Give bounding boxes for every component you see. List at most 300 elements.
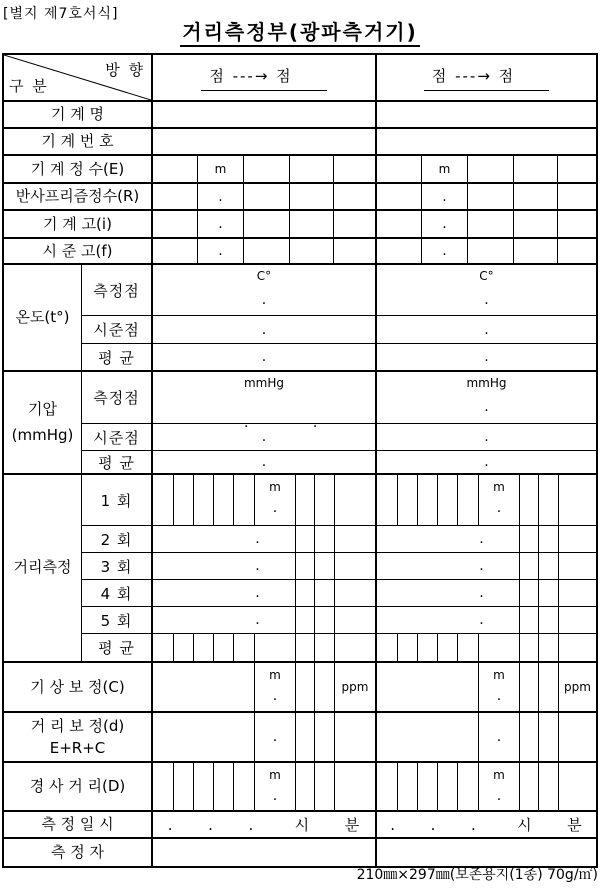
- decimal-point: .: [218, 243, 223, 259]
- digit-cell[interactable]: [315, 580, 335, 606]
- distance-round3-field-col2: [377, 553, 596, 579]
- digit-cell[interactable]: [153, 211, 198, 237]
- digit-cell[interactable]: [520, 763, 539, 810]
- distance-round3-row: [82, 553, 596, 580]
- digit-cell[interactable]: [520, 607, 539, 633]
- digit-cell[interactable]: [539, 763, 559, 810]
- distance-group: [4, 475, 596, 663]
- meter-unit: m: [493, 768, 505, 782]
- distance-round2-field-col2: [377, 526, 596, 552]
- value-cell[interactable]: [153, 663, 255, 711]
- ppm-cell[interactable]: [559, 663, 596, 711]
- temp-measure-point-row: [82, 265, 596, 316]
- digit-cell[interactable]: [377, 211, 422, 237]
- digit-cell[interactable]: [559, 634, 596, 661]
- meter-unit: m: [269, 480, 281, 494]
- digit-cell[interactable]: [398, 475, 418, 525]
- header-row: [4, 55, 596, 102]
- value-cell[interactable]: [377, 607, 520, 633]
- digit-cell[interactable]: [558, 239, 596, 263]
- machine-const-row: [4, 156, 596, 184]
- digit-cell[interactable]: [468, 239, 514, 263]
- digit-cell[interactable]: [315, 763, 335, 810]
- form-number-note: [별지 제7호서식]: [3, 6, 119, 22]
- value-cell[interactable]: [377, 580, 520, 606]
- measure-point-label: 측정점: [82, 265, 153, 315]
- distance-round4-row: [82, 580, 596, 607]
- distance-correction-label: [4, 713, 153, 761]
- decimal-point: .: [496, 729, 502, 745]
- weather-correction-row: [4, 663, 596, 713]
- digit-cell[interactable]: [244, 156, 290, 182]
- weather-correction-field-col2: [377, 663, 596, 711]
- value-cell[interactable]: [377, 526, 520, 552]
- meter-unit: m: [438, 162, 451, 176]
- decimal-point: .: [255, 531, 260, 547]
- decimal-point: .: [484, 349, 489, 365]
- meter-unit: m: [493, 480, 505, 494]
- temperature-group: [4, 265, 596, 372]
- temp-value-cell: [377, 265, 596, 315]
- digit-cell[interactable]: [315, 607, 335, 633]
- decimal-point: .: [496, 688, 502, 704]
- digit-cell[interactable]: [418, 634, 438, 661]
- instrument-height-label: 기 계 고(i): [4, 211, 153, 237]
- digit-cell[interactable]: [315, 634, 335, 661]
- digit-cell[interactable]: [377, 475, 398, 525]
- decimal-point: .: [479, 612, 484, 628]
- digit-cell[interactable]: [315, 475, 335, 525]
- weather-correction-field-col1: [153, 663, 377, 711]
- decimal-point: .: [272, 688, 278, 704]
- digit-cell[interactable]: [468, 211, 514, 237]
- slope-distance-label: 경 사 거 리(D): [4, 763, 153, 810]
- measurement-datetime-row: [4, 812, 596, 839]
- meter-unit: m: [214, 162, 227, 176]
- digit-cell[interactable]: [234, 763, 255, 810]
- temp-value-cell: [153, 265, 375, 315]
- digit-cell[interactable]: [418, 475, 438, 525]
- unit-cell[interactable]: [198, 156, 244, 182]
- pressure-value-cell: [377, 372, 596, 423]
- decimal-point: .: [442, 188, 447, 205]
- decimal-cell[interactable]: [422, 239, 468, 263]
- prism-const-field-col1: [153, 184, 377, 209]
- digit-cell[interactable]: [290, 156, 334, 182]
- category-axis-label: 구 분: [9, 77, 49, 95]
- value-cell[interactable]: [377, 713, 479, 761]
- digit-cell[interactable]: [398, 634, 418, 661]
- decimal-cell[interactable]: [198, 184, 244, 209]
- digit-cell[interactable]: [315, 663, 335, 711]
- temp-measure-field-col2[interactable]: [377, 265, 596, 315]
- machine-no-label: 기 계 번 호: [4, 129, 153, 154]
- meter-cell[interactable]: [255, 663, 296, 711]
- digit-cell[interactable]: [520, 713, 539, 761]
- decimal-point: .: [442, 216, 447, 232]
- digit-cell[interactable]: [559, 713, 596, 761]
- digit-cell[interactable]: [335, 607, 375, 633]
- digit-cell[interactable]: [520, 526, 539, 552]
- meter-cell[interactable]: [479, 663, 520, 711]
- digit-cell[interactable]: [244, 239, 290, 263]
- machine-const-field-col1: [153, 156, 377, 182]
- distance-round5-field-col1: [153, 607, 377, 633]
- direction-axis-label: 방 향: [105, 61, 145, 79]
- digit-cell[interactable]: [244, 211, 290, 237]
- direction-header-col2: [377, 55, 596, 100]
- digit-cell[interactable]: [520, 553, 539, 579]
- digit-cell[interactable]: [398, 763, 418, 810]
- decimal-point: .: [479, 531, 484, 547]
- digit-cell[interactable]: [335, 763, 375, 810]
- digit-cell[interactable]: [458, 763, 479, 810]
- distance-round4-field-col1: [153, 580, 377, 606]
- unit-cell[interactable]: [422, 156, 468, 182]
- digit-cell[interactable]: [559, 580, 596, 606]
- temp-sight-field-col1[interactable]: [153, 316, 377, 343]
- weather-correction-label: 기 상 보 정(C): [4, 663, 153, 711]
- temp-average-row: [82, 344, 596, 370]
- decimal-cell[interactable]: [422, 184, 468, 209]
- meter-cell[interactable]: [479, 763, 520, 810]
- pressure-label-line1: 기압: [28, 400, 57, 418]
- digit-cell[interactable]: [539, 713, 559, 761]
- digit-cell[interactable]: [194, 475, 214, 525]
- decimal-point: .: [484, 292, 489, 308]
- pressure-value-cell: [153, 372, 375, 431]
- digit-cell[interactable]: [458, 634, 479, 661]
- datetime-field-col2[interactable]: [377, 812, 596, 837]
- pressure-sight-point-row: [82, 424, 596, 451]
- corner-cell: [4, 55, 153, 100]
- digit-cell[interactable]: [153, 475, 174, 525]
- decimal-point: .: [496, 788, 502, 804]
- machine-no-field-col2[interactable]: [377, 129, 596, 154]
- digit-cell[interactable]: [520, 475, 539, 525]
- digit-cell[interactable]: [377, 763, 398, 810]
- digit-cell[interactable]: [559, 763, 596, 810]
- digit-cell[interactable]: [315, 526, 335, 552]
- measure-point-label: 측정점: [82, 372, 153, 423]
- digit-cell[interactable]: [539, 580, 559, 606]
- digit-cell[interactable]: [335, 580, 375, 606]
- decimal-point: .: [496, 500, 502, 516]
- instrument-height-row: [4, 211, 596, 239]
- digit-cell[interactable]: [377, 634, 398, 661]
- digit-cell[interactable]: [539, 553, 559, 579]
- average-label: 평 균: [82, 634, 153, 661]
- digit-cell[interactable]: [234, 634, 255, 661]
- celsius-unit: C°: [479, 269, 494, 283]
- digit-cell[interactable]: [558, 184, 596, 209]
- machine-name-field-col2[interactable]: [377, 102, 596, 127]
- decimal-point: .: [484, 399, 489, 415]
- value-cell[interactable]: [153, 580, 296, 606]
- datetime-field-col1[interactable]: [153, 812, 377, 837]
- digit-cell[interactable]: [559, 475, 596, 525]
- decimal-cell[interactable]: [422, 211, 468, 237]
- sight-point-label: 시준점: [82, 424, 153, 450]
- decimal-point: .: [484, 429, 489, 445]
- digit-cell[interactable]: [558, 211, 596, 237]
- meter-cell[interactable]: [255, 763, 296, 810]
- decimal-point: .: [255, 558, 260, 574]
- decimal-point: .: [261, 429, 267, 445]
- decimal-cell[interactable]: [198, 239, 244, 263]
- digit-cell[interactable]: [335, 526, 375, 552]
- distance-correction-row: [4, 713, 596, 763]
- distance-round5-field-col2: [377, 607, 596, 633]
- digit-cell[interactable]: [377, 156, 422, 182]
- decimal-point: .: [272, 788, 278, 804]
- digit-cell[interactable]: [153, 634, 174, 661]
- round3-label: 3 회: [82, 553, 153, 579]
- digit-cell[interactable]: [334, 211, 375, 237]
- pressure-sight-field-col1[interactable]: [153, 424, 377, 450]
- slope-distance-field-col1: [153, 763, 377, 810]
- digit-cell[interactable]: [514, 184, 558, 209]
- digit-cell[interactable]: [290, 184, 334, 209]
- distance-group-body: [82, 475, 596, 661]
- decimal-point: .: [244, 415, 249, 431]
- datetime-placeholder: . . . 시 분: [167, 816, 361, 834]
- digit-cell[interactable]: [296, 663, 315, 711]
- celsius-unit: C°: [256, 269, 272, 283]
- digit-cell[interactable]: [296, 713, 315, 761]
- pressure-measure-field-col2[interactable]: [377, 372, 596, 423]
- decimal-point: .: [272, 500, 278, 516]
- temp-sight-field-col2[interactable]: [377, 316, 596, 343]
- digit-cell[interactable]: [468, 156, 514, 182]
- meter-cell[interactable]: [255, 713, 296, 761]
- prism-const-label: 반사프리즘정수(R): [4, 184, 153, 209]
- meter-cell[interactable]: [479, 475, 520, 525]
- digit-cell[interactable]: [296, 526, 315, 552]
- digit-cell[interactable]: [539, 663, 559, 711]
- prism-const-field-col2: [377, 184, 596, 209]
- slope-distance-row: [4, 763, 596, 812]
- digit-cell[interactable]: [234, 475, 255, 525]
- digit-cell[interactable]: [559, 526, 596, 552]
- point-to-point-label: 점 ---→ 점: [201, 65, 326, 91]
- digit-cell[interactable]: [559, 607, 596, 633]
- pressure-average-row: [82, 451, 596, 473]
- temp-average-field-col2[interactable]: [377, 344, 596, 370]
- digit-cell[interactable]: [296, 580, 315, 606]
- digit-cell[interactable]: [334, 156, 375, 182]
- distance-group-label: 거리측정: [4, 475, 82, 661]
- ppm-unit: ppm: [564, 680, 591, 694]
- direction-header-col1: [153, 55, 377, 100]
- ppm-cell[interactable]: [335, 663, 375, 711]
- digit-cell[interactable]: [539, 526, 559, 552]
- digit-cell[interactable]: [539, 607, 559, 633]
- digit-cell[interactable]: [335, 713, 375, 761]
- pressure-measure-field-col1[interactable]: [153, 372, 377, 431]
- digit-cell[interactable]: [174, 763, 194, 810]
- machine-no-row: [4, 129, 596, 156]
- datetime-placeholder: . . . 시 분: [390, 816, 583, 834]
- target-height-field-col1: [153, 239, 377, 263]
- digit-cell[interactable]: [214, 475, 234, 525]
- digit-cell[interactable]: [290, 239, 334, 263]
- digit-cell[interactable]: [153, 239, 198, 263]
- digit-cell[interactable]: [194, 634, 214, 661]
- decimal-cell[interactable]: [198, 211, 244, 237]
- distance-correction-field-col2: [377, 713, 596, 761]
- decimal-point: .: [218, 216, 223, 232]
- digit-cell[interactable]: [296, 475, 315, 525]
- machine-const-field-col2: [377, 156, 596, 182]
- decimal-point: .: [479, 558, 484, 574]
- temperature-group-label: 온도(t°): [4, 265, 82, 370]
- digit-cell[interactable]: [153, 184, 198, 209]
- distance-round2-field-col1: [153, 526, 377, 552]
- value-cell[interactable]: [377, 553, 520, 579]
- meter-cell[interactable]: [479, 713, 520, 761]
- pressure-average-field-col2[interactable]: [377, 451, 596, 473]
- pressure-average-field-col1[interactable]: [153, 451, 377, 473]
- digit-cell[interactable]: [539, 634, 559, 661]
- digit-cell[interactable]: [244, 184, 290, 209]
- digit-cell[interactable]: [214, 634, 234, 661]
- decimal-point: .: [255, 612, 260, 628]
- digit-cell[interactable]: [520, 663, 539, 711]
- distance-round1-field-col2: [377, 475, 596, 525]
- digit-cell[interactable]: [539, 475, 559, 525]
- digit-cell[interactable]: [514, 156, 558, 182]
- machine-name-label: 기 계 명: [4, 102, 153, 127]
- decimal-point: .: [261, 321, 267, 338]
- prism-const-row: [4, 184, 596, 211]
- measurer-field-col2[interactable]: [377, 839, 596, 866]
- distance-round2-row: [82, 526, 596, 553]
- instrument-height-field-col2: [377, 211, 596, 237]
- pressure-group-body: [82, 372, 596, 473]
- pressure-measure-point-row: [82, 372, 596, 431]
- target-height-field-col2: [377, 239, 596, 263]
- digit-cell[interactable]: [559, 553, 596, 579]
- temp-average-field-col1[interactable]: [153, 344, 377, 370]
- mmhg-unit: mmHg: [466, 376, 507, 390]
- round1-label: 1 회: [82, 475, 153, 525]
- decimal-point: .: [484, 454, 489, 470]
- value-cell[interactable]: [153, 553, 296, 579]
- decimal-point: .: [261, 349, 267, 365]
- digit-cell[interactable]: [514, 239, 558, 263]
- digit-cell[interactable]: [296, 763, 315, 810]
- digit-cell[interactable]: [418, 763, 438, 810]
- meter-unit: m: [493, 668, 505, 682]
- distance-correction-line2: E+R+C: [49, 739, 106, 757]
- value-cell[interactable]: [153, 526, 296, 552]
- digit-cell[interactable]: [558, 156, 596, 182]
- meter-unit: m: [269, 668, 281, 682]
- digit-cell[interactable]: [458, 475, 479, 525]
- decimal-point: .: [272, 729, 278, 745]
- round4-label: 4 회: [82, 580, 153, 606]
- temperature-group-body: [82, 265, 596, 370]
- digit-cell[interactable]: [214, 763, 234, 810]
- distance-round5-row: [82, 607, 596, 634]
- digit-cell[interactable]: [315, 553, 335, 579]
- digit-cell[interactable]: [296, 634, 315, 661]
- digit-cell[interactable]: [174, 475, 194, 525]
- form-title-wrap: [0, 16, 600, 45]
- machine-no-field-col1[interactable]: [153, 129, 377, 154]
- digit-cell[interactable]: [315, 713, 335, 761]
- paper-spec-note: 210㎜×297㎜(보존용지(1종) 70g/㎡): [356, 867, 598, 883]
- digit-cell[interactable]: [174, 634, 194, 661]
- meter-unit: m: [269, 768, 281, 782]
- digit-cell[interactable]: [377, 184, 422, 209]
- value-cell[interactable]: [377, 663, 479, 711]
- point-to-point-label: 점 ---→ 점: [424, 65, 549, 91]
- meter-cell[interactable]: [255, 634, 296, 661]
- digit-cell[interactable]: [296, 607, 315, 633]
- target-height-label: 시 준 고(f): [4, 239, 153, 263]
- distance-round3-field-col1: [153, 553, 377, 579]
- average-label: 평 균: [82, 451, 153, 473]
- digit-cell[interactable]: [194, 763, 214, 810]
- digit-cell[interactable]: [377, 239, 422, 263]
- digit-cell[interactable]: [520, 634, 539, 661]
- decimal-point: .: [484, 321, 489, 338]
- digit-cell[interactable]: [438, 763, 458, 810]
- decimal-point: .: [479, 585, 484, 601]
- machine-name-row: [4, 102, 596, 129]
- digit-cell[interactable]: [290, 211, 334, 237]
- digit-cell[interactable]: [514, 211, 558, 237]
- pressure-group: [4, 372, 596, 475]
- sight-point-label: 시준점: [82, 316, 153, 343]
- decimal-point: .: [442, 243, 447, 259]
- distance-round4-field-col2: [377, 580, 596, 606]
- measurement-datetime-label: 측 정 일 시: [4, 812, 153, 837]
- measurer-field-col1[interactable]: [153, 839, 377, 866]
- pressure-sight-field-col2[interactable]: [377, 424, 596, 450]
- digit-cell[interactable]: [335, 475, 375, 525]
- ppm-unit: ppm: [341, 680, 369, 694]
- machine-const-label: 기 계 정 수(E): [4, 156, 153, 182]
- digit-cell[interactable]: [153, 156, 198, 182]
- digit-cell[interactable]: [334, 239, 375, 263]
- temp-measure-field-col1[interactable]: [153, 265, 377, 315]
- distance-round1-row: [82, 475, 596, 526]
- decimal-point: .: [218, 188, 223, 205]
- average-label: 평 균: [82, 344, 153, 370]
- digit-cell[interactable]: [438, 634, 458, 661]
- digit-cell[interactable]: [335, 553, 375, 579]
- meter-cell[interactable]: [479, 634, 520, 661]
- value-cell[interactable]: [153, 607, 296, 633]
- digit-cell[interactable]: [520, 580, 539, 606]
- slope-distance-field-col2: [377, 763, 596, 810]
- digit-cell[interactable]: [335, 634, 375, 661]
- machine-name-field-col1[interactable]: [153, 102, 377, 127]
- round5-label: 5 회: [82, 607, 153, 633]
- temp-sight-point-row: [82, 316, 596, 344]
- digit-cell[interactable]: [153, 763, 174, 810]
- digit-cell[interactable]: [296, 553, 315, 579]
- digit-cell[interactable]: [438, 475, 458, 525]
- digit-cell[interactable]: [468, 184, 514, 209]
- digit-cell[interactable]: [334, 184, 375, 209]
- distance-correction-line1: 거 리 보 정(d): [30, 716, 125, 735]
- meter-cell[interactable]: [255, 475, 296, 525]
- value-cell[interactable]: [153, 713, 255, 761]
